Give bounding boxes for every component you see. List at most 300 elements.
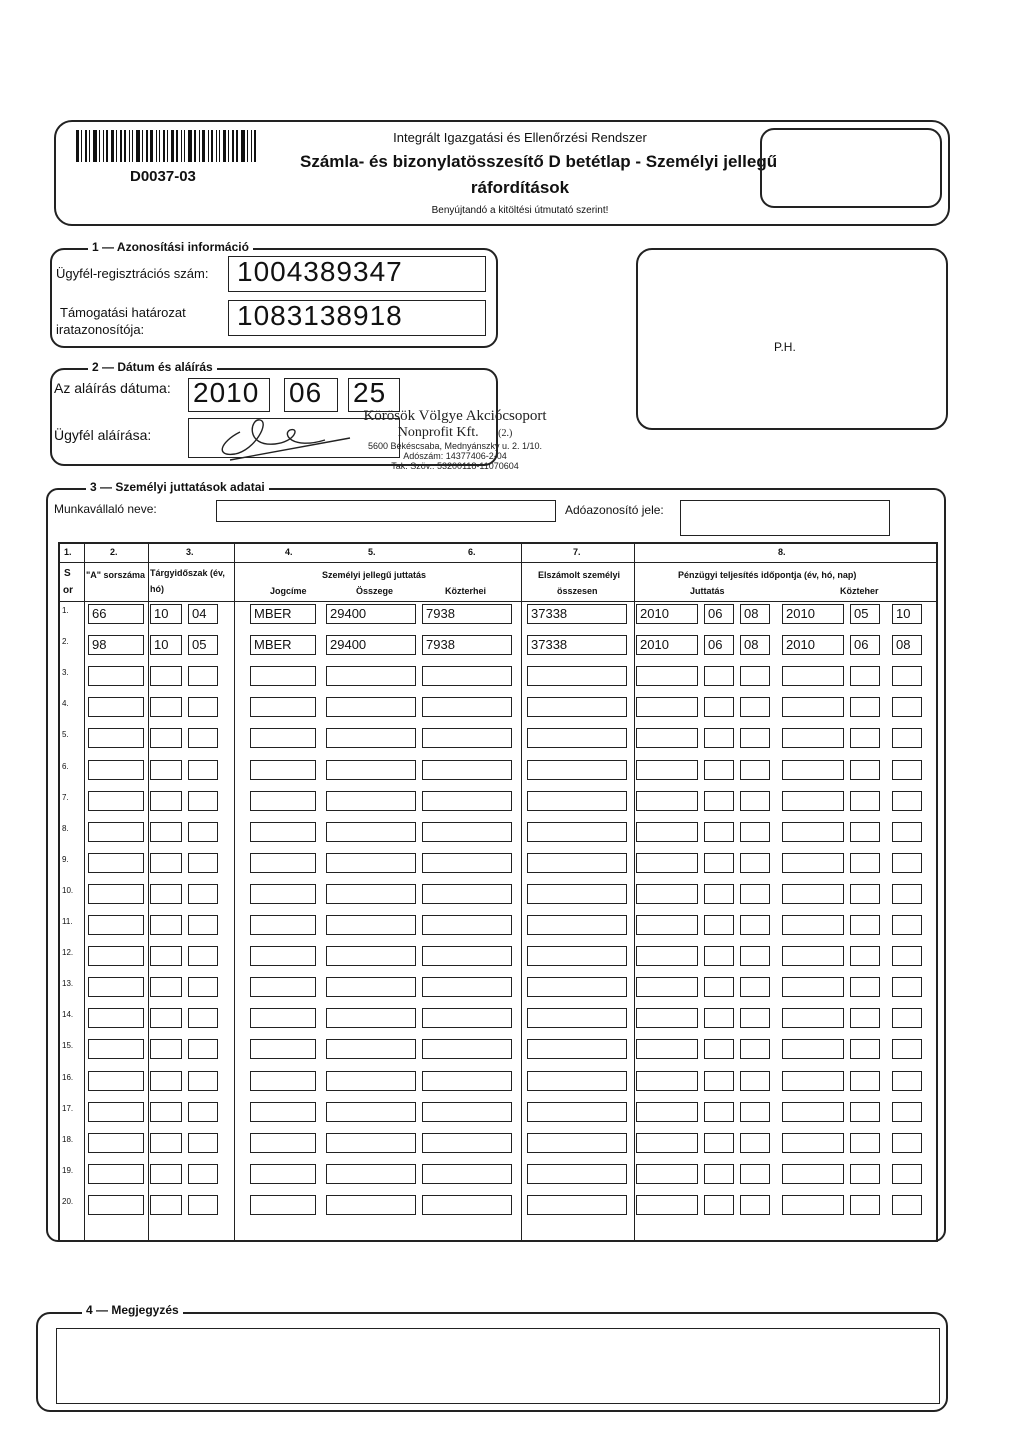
juttatas-year-cell[interactable] xyxy=(636,915,698,935)
kozteher-year-cell[interactable] xyxy=(782,1164,844,1184)
tax-id-field[interactable] xyxy=(680,500,890,536)
kozteher-year-cell[interactable] xyxy=(782,946,844,966)
jogcim-cell[interactable] xyxy=(250,728,316,748)
juttatas-day-cell[interactable] xyxy=(740,884,770,904)
jogcim-cell[interactable]: MBER xyxy=(250,604,316,624)
juttatas-day-cell[interactable] xyxy=(740,760,770,780)
jogcim-cell[interactable] xyxy=(250,1102,316,1122)
barcode-bar xyxy=(188,130,192,162)
kozteher-day-cell[interactable] xyxy=(892,1039,922,1059)
juttatas-year-cell[interactable] xyxy=(636,853,698,873)
barcode-bar xyxy=(150,130,153,162)
elszamolt-cell[interactable] xyxy=(527,1102,627,1122)
barcode-bar xyxy=(211,130,213,162)
kozterhe-cell[interactable] xyxy=(422,915,512,935)
a-sorszam-cell[interactable] xyxy=(88,822,144,842)
juttatas-month-cell[interactable] xyxy=(704,977,734,997)
employee-name-field[interactable] xyxy=(216,500,556,522)
juttatas-year-cell[interactable] xyxy=(636,1133,698,1153)
elszamolt-cell[interactable] xyxy=(527,822,627,842)
elszamolt-cell[interactable] xyxy=(527,728,627,748)
kozteher-month-cell[interactable] xyxy=(850,915,880,935)
juttatas-year-cell[interactable]: 2010 xyxy=(636,604,698,624)
jogcim-cell[interactable] xyxy=(250,884,316,904)
kozteher-month-cell[interactable] xyxy=(850,853,880,873)
juttatas-month-cell[interactable] xyxy=(704,822,734,842)
juttatas-month-cell[interactable] xyxy=(704,1195,734,1215)
juttatas-day-cell[interactable]: 08 xyxy=(740,635,770,655)
period-year-cell[interactable] xyxy=(150,822,182,842)
juttatas-year-cell[interactable] xyxy=(636,946,698,966)
jogcim-cell[interactable] xyxy=(250,946,316,966)
barcode-bar xyxy=(129,130,130,162)
kozteher-year-cell[interactable] xyxy=(782,728,844,748)
juttatas-day-cell[interactable] xyxy=(740,1102,770,1122)
period-month-cell[interactable]: 05 xyxy=(188,635,218,655)
juttatas-year-cell[interactable] xyxy=(636,1008,698,1028)
kozteher-year-cell[interactable] xyxy=(782,915,844,935)
juttatas-month-cell[interactable] xyxy=(704,666,734,686)
juttatas-month-cell[interactable] xyxy=(704,791,734,811)
elszamolt-cell[interactable] xyxy=(527,760,627,780)
kozterhe-cell[interactable] xyxy=(422,728,512,748)
period-year-cell[interactable]: 10 xyxy=(150,635,182,655)
osszeg-cell[interactable] xyxy=(326,884,416,904)
juttatas-year-cell[interactable] xyxy=(636,1071,698,1091)
row-number: 9. xyxy=(62,854,69,864)
kozteher-day-cell[interactable] xyxy=(892,915,922,935)
period-year-cell[interactable] xyxy=(150,1195,182,1215)
period-year-cell[interactable] xyxy=(150,915,182,935)
jogcim-cell[interactable] xyxy=(250,1071,316,1091)
kozteher-month-cell[interactable]: 05 xyxy=(850,604,880,624)
jogcim-cell[interactable] xyxy=(250,666,316,686)
barcode-bar xyxy=(132,130,133,162)
osszeg-cell[interactable] xyxy=(326,1071,416,1091)
osszeg-cell[interactable] xyxy=(326,1164,416,1184)
row-number: 16. xyxy=(62,1072,74,1082)
juttatas-month-cell[interactable] xyxy=(704,853,734,873)
period-year-cell[interactable] xyxy=(150,1039,182,1059)
period-year-cell[interactable] xyxy=(150,1133,182,1153)
period-year-cell[interactable] xyxy=(150,946,182,966)
jogcim-cell[interactable] xyxy=(250,1008,316,1028)
juttatas-day-cell[interactable] xyxy=(740,1008,770,1028)
kozteher-month-cell[interactable] xyxy=(850,697,880,717)
kozteher-year-cell[interactable] xyxy=(782,1195,844,1215)
elszamolt-cell[interactable] xyxy=(527,853,627,873)
osszeg-cell[interactable] xyxy=(326,1008,416,1028)
kozteher-month-cell[interactable] xyxy=(850,1039,880,1059)
jogcim-cell[interactable] xyxy=(250,697,316,717)
period-month-cell[interactable] xyxy=(188,1008,218,1028)
kozterhe-cell[interactable] xyxy=(422,977,512,997)
decision-id-field[interactable] xyxy=(228,300,486,336)
kozteher-month-cell[interactable] xyxy=(850,760,880,780)
jogcim-cell[interactable] xyxy=(250,1195,316,1215)
juttatas-year-cell[interactable] xyxy=(636,1039,698,1059)
a-sorszam-cell[interactable] xyxy=(88,853,144,873)
jogcim-cell[interactable] xyxy=(250,1039,316,1059)
a-sorszam-cell[interactable]: 66 xyxy=(88,604,144,624)
colnum-1: 1. xyxy=(64,547,72,557)
jogcim-cell[interactable] xyxy=(250,822,316,842)
juttatas-month-cell[interactable] xyxy=(704,1071,734,1091)
reg-number-value: 1004389347 xyxy=(237,256,403,287)
kozterhe-cell[interactable] xyxy=(422,666,512,686)
a-sorszam-cell[interactable] xyxy=(88,915,144,935)
period-year-cell[interactable] xyxy=(150,728,182,748)
juttatas-year-cell[interactable] xyxy=(636,791,698,811)
hdr-a-sorszama: "A" sorszáma xyxy=(86,570,146,580)
row-number: 20. xyxy=(62,1196,74,1206)
juttatas-month-cell[interactable] xyxy=(704,1008,734,1028)
juttatas-year-cell[interactable] xyxy=(636,666,698,686)
barcode-bar xyxy=(81,130,82,162)
period-year-cell[interactable] xyxy=(150,1102,182,1122)
osszeg-cell[interactable] xyxy=(326,1133,416,1153)
section2-title: 2 — Dátum és aláírás xyxy=(88,360,217,374)
juttatas-year-cell[interactable] xyxy=(636,760,698,780)
juttatas-day-cell[interactable] xyxy=(740,1133,770,1153)
a-sorszam-cell[interactable] xyxy=(88,1071,144,1091)
osszeg-cell[interactable] xyxy=(326,791,416,811)
juttatas-month-cell[interactable] xyxy=(704,1039,734,1059)
elszamolt-cell[interactable] xyxy=(527,1071,627,1091)
barcode-bar xyxy=(202,130,205,162)
kozterhe-cell[interactable] xyxy=(422,853,512,873)
period-month-cell[interactable] xyxy=(188,1164,218,1184)
kozteher-year-cell[interactable] xyxy=(782,1008,844,1028)
a-sorszam-cell[interactable] xyxy=(88,1039,144,1059)
elszamolt-cell[interactable]: 37338 xyxy=(527,635,627,655)
hdr-kozteher: Közteher xyxy=(840,586,879,596)
kozteher-month-cell[interactable] xyxy=(850,791,880,811)
kozterhe-cell[interactable] xyxy=(422,1195,512,1215)
period-month-cell[interactable] xyxy=(188,791,218,811)
day-value: 25 xyxy=(353,377,387,408)
period-month-cell[interactable] xyxy=(188,728,218,748)
elszamolt-cell[interactable] xyxy=(527,915,627,935)
barcode-bar xyxy=(223,130,226,162)
period-year-cell[interactable]: 10 xyxy=(150,604,182,624)
colnum-8: 8. xyxy=(778,547,786,557)
juttatas-month-cell[interactable] xyxy=(704,760,734,780)
period-month-cell[interactable] xyxy=(188,884,218,904)
kozteher-year-cell[interactable]: 2010 xyxy=(782,635,844,655)
elszamolt-cell[interactable]: 37338 xyxy=(527,604,627,624)
juttatas-month-cell[interactable]: 06 xyxy=(704,604,734,624)
stamp-line1: Körösök Völgye Akciócsoport xyxy=(363,408,547,424)
juttatas-day-cell[interactable] xyxy=(740,1071,770,1091)
osszeg-cell[interactable] xyxy=(326,697,416,717)
juttatas-day-cell[interactable] xyxy=(740,1039,770,1059)
juttatas-month-cell[interactable] xyxy=(704,697,734,717)
juttatas-day-cell[interactable] xyxy=(740,946,770,966)
kozteher-day-cell[interactable] xyxy=(892,822,922,842)
period-month-cell[interactable] xyxy=(188,977,218,997)
kozterhe-cell[interactable] xyxy=(422,1039,512,1059)
juttatas-year-cell[interactable] xyxy=(636,977,698,997)
jogcim-cell[interactable] xyxy=(250,1164,316,1184)
juttatas-year-cell[interactable] xyxy=(636,884,698,904)
elszamolt-cell[interactable] xyxy=(527,697,627,717)
a-sorszam-cell[interactable] xyxy=(88,946,144,966)
kozteher-year-cell[interactable] xyxy=(782,1039,844,1059)
decision-label-2: iratazonosítója: xyxy=(56,322,145,337)
juttatas-day-cell[interactable] xyxy=(740,1164,770,1184)
kozterhe-cell[interactable] xyxy=(422,697,512,717)
period-year-cell[interactable] xyxy=(150,853,182,873)
osszeg-cell[interactable] xyxy=(326,853,416,873)
kozteher-year-cell[interactable] xyxy=(782,884,844,904)
kozteher-month-cell[interactable]: 06 xyxy=(850,635,880,655)
kozterhe-cell[interactable] xyxy=(422,791,512,811)
juttatas-day-cell[interactable] xyxy=(740,977,770,997)
period-month-cell[interactable] xyxy=(188,760,218,780)
kozteher-month-cell[interactable] xyxy=(850,822,880,842)
tax-id-value xyxy=(681,503,685,517)
period-year-cell[interactable] xyxy=(150,1164,182,1184)
osszeg-cell[interactable] xyxy=(326,728,416,748)
period-year-cell[interactable] xyxy=(150,697,182,717)
a-sorszam-cell[interactable] xyxy=(88,697,144,717)
period-month-cell[interactable] xyxy=(188,946,218,966)
period-month-cell[interactable]: 04 xyxy=(188,604,218,624)
kozterhe-cell[interactable] xyxy=(422,1102,512,1122)
jogcim-cell[interactable] xyxy=(250,977,316,997)
juttatas-month-cell[interactable] xyxy=(704,1164,734,1184)
kozteher-day-cell[interactable] xyxy=(892,791,922,811)
juttatas-day-cell[interactable] xyxy=(740,666,770,686)
juttatas-month-cell[interactable]: 06 xyxy=(704,635,734,655)
elszamolt-cell[interactable] xyxy=(527,1133,627,1153)
juttatas-year-cell[interactable] xyxy=(636,1102,698,1122)
row-number: 18. xyxy=(62,1134,74,1144)
kozteher-month-cell[interactable] xyxy=(850,1133,880,1153)
juttatas-year-cell[interactable] xyxy=(636,822,698,842)
juttatas-year-cell[interactable]: 2010 xyxy=(636,635,698,655)
osszeg-cell[interactable] xyxy=(326,760,416,780)
period-year-cell[interactable] xyxy=(150,791,182,811)
kozteher-day-cell[interactable] xyxy=(892,760,922,780)
kozteher-day-cell[interactable] xyxy=(892,1008,922,1028)
kozteher-year-cell[interactable] xyxy=(782,1133,844,1153)
hdr-penzugyi: Pénzügyi teljesítés időpontja (év, hó, nap) xyxy=(678,570,857,580)
a-sorszam-cell[interactable] xyxy=(88,1008,144,1028)
juttatas-day-cell[interactable]: 08 xyxy=(740,604,770,624)
period-month-cell[interactable] xyxy=(188,1039,218,1059)
juttatas-day-cell[interactable] xyxy=(740,1195,770,1215)
reg-number-field[interactable] xyxy=(228,256,486,292)
osszeg-cell[interactable]: 29400 xyxy=(326,635,416,655)
elszamolt-cell[interactable] xyxy=(527,666,627,686)
kozteher-month-cell[interactable] xyxy=(850,1008,880,1028)
juttatas-year-cell[interactable] xyxy=(636,1195,698,1215)
osszeg-cell[interactable] xyxy=(326,1195,416,1215)
juttatas-day-cell[interactable] xyxy=(740,822,770,842)
row-number: 8. xyxy=(62,823,69,833)
kozteher-year-cell[interactable] xyxy=(782,760,844,780)
kozteher-day-cell[interactable] xyxy=(892,977,922,997)
period-year-cell[interactable] xyxy=(150,760,182,780)
kozterhe-cell[interactable]: 7938 xyxy=(422,635,512,655)
kozteher-day-cell[interactable] xyxy=(892,1133,922,1153)
a-sorszam-cell[interactable] xyxy=(88,1164,144,1184)
a-sorszam-cell[interactable] xyxy=(88,884,144,904)
period-month-cell[interactable] xyxy=(188,853,218,873)
juttatas-month-cell[interactable] xyxy=(704,728,734,748)
juttatas-year-cell[interactable] xyxy=(636,697,698,717)
kozterhe-cell[interactable]: 7938 xyxy=(422,604,512,624)
kozteher-month-cell[interactable] xyxy=(850,884,880,904)
kozteher-year-cell[interactable] xyxy=(782,791,844,811)
jogcim-cell[interactable] xyxy=(250,915,316,935)
a-sorszam-cell[interactable]: 98 xyxy=(88,635,144,655)
kozteher-month-cell[interactable] xyxy=(850,1195,880,1215)
jogcim-cell[interactable] xyxy=(250,760,316,780)
juttatas-month-cell[interactable] xyxy=(704,946,734,966)
barcode-bar xyxy=(176,130,178,162)
remarks-field[interactable] xyxy=(56,1328,940,1404)
kozteher-month-cell[interactable] xyxy=(850,1071,880,1091)
kozteher-year-cell[interactable] xyxy=(782,1071,844,1091)
kozteher-day-cell[interactable] xyxy=(892,666,922,686)
osszeg-cell[interactable] xyxy=(326,1102,416,1122)
kozterhe-cell[interactable] xyxy=(422,884,512,904)
kozteher-day-cell[interactable] xyxy=(892,1195,922,1215)
elszamolt-cell[interactable] xyxy=(527,977,627,997)
kozteher-year-cell[interactable] xyxy=(782,666,844,686)
juttatas-day-cell[interactable] xyxy=(740,728,770,748)
kozteher-year-cell[interactable] xyxy=(782,853,844,873)
a-sorszam-cell[interactable] xyxy=(88,1195,144,1215)
juttatas-day-cell[interactable] xyxy=(740,915,770,935)
kozteher-year-cell[interactable] xyxy=(782,1102,844,1122)
juttatas-day-cell[interactable] xyxy=(740,791,770,811)
kozteher-month-cell[interactable] xyxy=(850,666,880,686)
kozterhe-cell[interactable] xyxy=(422,946,512,966)
a-sorszam-cell[interactable] xyxy=(88,977,144,997)
juttatas-day-cell[interactable] xyxy=(740,697,770,717)
elszamolt-cell[interactable] xyxy=(527,1039,627,1059)
osszeg-cell[interactable] xyxy=(326,666,416,686)
period-month-cell[interactable] xyxy=(188,1195,218,1215)
kozteher-day-cell[interactable] xyxy=(892,728,922,748)
a-sorszam-cell[interactable] xyxy=(88,728,144,748)
hdr-szemelyi-juttatas: Személyi jellegű juttatás xyxy=(322,570,427,580)
period-month-cell[interactable] xyxy=(188,1071,218,1091)
elszamolt-cell[interactable] xyxy=(527,1008,627,1028)
kozteher-month-cell[interactable] xyxy=(850,977,880,997)
kozteher-day-cell[interactable]: 10 xyxy=(892,604,922,624)
kozteher-day-cell[interactable] xyxy=(892,946,922,966)
period-year-cell[interactable] xyxy=(150,1071,182,1091)
elszamolt-cell[interactable] xyxy=(527,884,627,904)
period-month-cell[interactable] xyxy=(188,666,218,686)
kozterhe-cell[interactable] xyxy=(422,822,512,842)
a-sorszam-cell[interactable] xyxy=(88,666,144,686)
kozteher-day-cell[interactable] xyxy=(892,697,922,717)
period-month-cell[interactable] xyxy=(188,1102,218,1122)
juttatas-year-cell[interactable] xyxy=(636,1164,698,1184)
osszeg-cell[interactable] xyxy=(326,915,416,935)
hdr-sor-1: S xyxy=(64,568,71,579)
kozteher-month-cell[interactable] xyxy=(850,1164,880,1184)
jogcim-cell[interactable] xyxy=(250,853,316,873)
period-month-cell[interactable] xyxy=(188,822,218,842)
tax-id-label: Adóazonosító jele: xyxy=(565,503,664,517)
jogcim-cell[interactable] xyxy=(250,1133,316,1153)
kozteher-year-cell[interactable] xyxy=(782,822,844,842)
a-sorszam-cell[interactable] xyxy=(88,791,144,811)
juttatas-month-cell[interactable] xyxy=(704,1102,734,1122)
remarks-value xyxy=(57,1327,65,1349)
stamp-line4: Adószám: 14377406-2-04 xyxy=(403,451,507,461)
osszeg-cell[interactable] xyxy=(326,977,416,997)
juttatas-day-cell[interactable] xyxy=(740,853,770,873)
period-month-cell[interactable] xyxy=(188,1133,218,1153)
kozteher-year-cell[interactable] xyxy=(782,697,844,717)
barcode-bar xyxy=(219,130,220,162)
period-month-cell[interactable] xyxy=(188,915,218,935)
kozteher-day-cell[interactable] xyxy=(892,853,922,873)
jogcim-cell[interactable]: MBER xyxy=(250,635,316,655)
barcode-bar xyxy=(103,130,104,162)
period-year-cell[interactable] xyxy=(150,884,182,904)
period-year-cell[interactable] xyxy=(150,666,182,686)
form-code: D0037-03 xyxy=(130,168,196,185)
period-year-cell[interactable] xyxy=(150,977,182,997)
juttatas-month-cell[interactable] xyxy=(704,884,734,904)
kozteher-day-cell[interactable] xyxy=(892,884,922,904)
kozterhe-cell[interactable] xyxy=(422,1164,512,1184)
elszamolt-cell[interactable] xyxy=(527,1164,627,1184)
row-number: 13. xyxy=(62,979,74,989)
kozteher-month-cell[interactable] xyxy=(850,946,880,966)
jogcim-cell[interactable] xyxy=(250,791,316,811)
kozteher-day-cell[interactable] xyxy=(892,1071,922,1091)
kozteher-day-cell[interactable]: 08 xyxy=(892,635,922,655)
elszamolt-cell[interactable] xyxy=(527,1195,627,1215)
a-sorszam-cell[interactable] xyxy=(88,1102,144,1122)
a-sorszam-cell[interactable] xyxy=(88,1133,144,1153)
kozteher-day-cell[interactable] xyxy=(892,1102,922,1122)
kozteher-year-cell[interactable]: 2010 xyxy=(782,604,844,624)
kozteher-year-cell[interactable] xyxy=(782,977,844,997)
period-year-cell[interactable] xyxy=(150,1008,182,1028)
osszeg-cell[interactable] xyxy=(326,1039,416,1059)
osszeg-cell[interactable]: 29400 xyxy=(326,604,416,624)
elszamolt-cell[interactable] xyxy=(527,791,627,811)
colnum-2: 2. xyxy=(110,547,118,557)
juttatas-month-cell[interactable] xyxy=(704,1133,734,1153)
kozteher-month-cell[interactable] xyxy=(850,1102,880,1122)
period-month-cell[interactable] xyxy=(188,697,218,717)
kozterhe-cell[interactable] xyxy=(422,1133,512,1153)
kozteher-month-cell[interactable] xyxy=(850,728,880,748)
kozteher-day-cell[interactable] xyxy=(892,1164,922,1184)
juttatas-month-cell[interactable] xyxy=(704,915,734,935)
osszeg-cell[interactable] xyxy=(326,822,416,842)
kozterhe-cell[interactable] xyxy=(422,1008,512,1028)
osszeg-cell[interactable] xyxy=(326,946,416,966)
a-sorszam-cell[interactable] xyxy=(88,760,144,780)
juttatas-year-cell[interactable] xyxy=(636,728,698,748)
elszamolt-cell[interactable] xyxy=(527,946,627,966)
kozterhe-cell[interactable] xyxy=(422,1071,512,1091)
kozterhe-cell[interactable] xyxy=(422,760,512,780)
